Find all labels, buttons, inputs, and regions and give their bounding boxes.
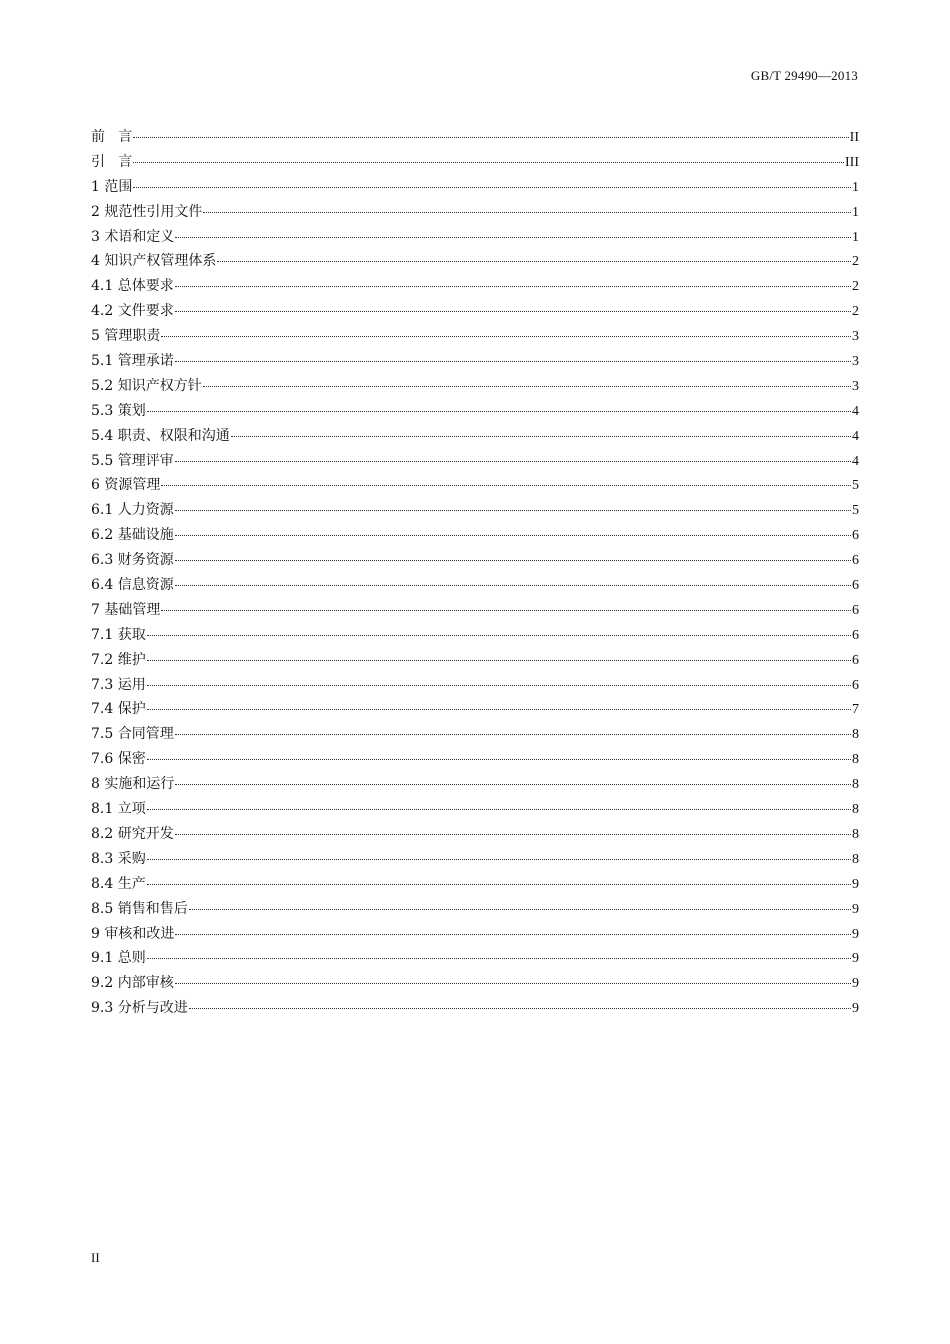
toc-entry-page: 6	[852, 652, 859, 668]
toc-entry[interactable]	[91, 525, 859, 550]
toc-entry[interactable]	[91, 326, 859, 351]
toc-entry-label: 6.3 财务资源	[91, 552, 174, 569]
toc-dot-leader	[175, 983, 851, 984]
toc-entry-page: 2	[852, 279, 859, 295]
toc-entry-label: 5.2 知识产权方针	[91, 377, 202, 394]
toc-entry-label: 7.2 维护	[91, 651, 146, 668]
toc-dot-leader	[175, 934, 851, 935]
toc-entry-page: 3	[852, 329, 859, 345]
toc-entry[interactable]	[91, 177, 859, 202]
toc-entry-page: 9	[852, 876, 859, 892]
toc-entry-label: 7 基础管理	[91, 601, 161, 618]
toc-entry-page: 8	[852, 752, 859, 768]
toc-entry[interactable]	[91, 724, 859, 749]
toc-entry[interactable]	[91, 749, 859, 774]
toc-dot-leader	[203, 212, 851, 213]
toc-entry-page: 2	[852, 254, 859, 270]
toc-entry[interactable]	[91, 874, 859, 899]
toc-entry-label: 5.3 策划	[91, 402, 146, 419]
toc-entry[interactable]	[91, 376, 859, 401]
toc-entry-label: 4 知识产权管理体系	[91, 253, 217, 270]
toc-dot-leader	[133, 137, 848, 138]
toc-entry-page: 1	[852, 179, 859, 195]
toc-entry-page: 4	[852, 403, 859, 419]
toc-entry-label: 5.5 管理评审	[91, 452, 174, 469]
toc-entry[interactable]	[91, 451, 859, 476]
toc-dot-leader	[175, 237, 851, 238]
toc-entry-page: 6	[852, 528, 859, 544]
toc-dot-leader	[161, 610, 851, 611]
toc-entry-page: 1	[852, 229, 859, 245]
toc-entry[interactable]	[91, 550, 859, 575]
toc-dot-leader	[147, 685, 851, 686]
toc-dot-leader	[175, 834, 851, 835]
toc-dot-leader	[147, 859, 851, 860]
toc-entry[interactable]	[91, 948, 859, 973]
toc-entry[interactable]	[91, 202, 859, 227]
toc-entry[interactable]	[91, 774, 859, 799]
toc-dot-leader	[175, 784, 851, 785]
toc-dot-leader	[147, 660, 851, 661]
toc-entry-page: 6	[852, 553, 859, 569]
toc-dot-leader	[133, 187, 851, 188]
toc-entry-page: III	[845, 154, 859, 170]
toc-entry[interactable]	[91, 251, 859, 276]
toc-entry[interactable]	[91, 127, 859, 152]
toc-entry-label: 9.1 总则	[91, 950, 146, 967]
toc-entry-page: 6	[852, 677, 859, 693]
toc-entry-label: 引言	[91, 153, 146, 170]
toc-dot-leader	[175, 535, 851, 536]
toc-entry-label: 9 审核和改进	[91, 925, 175, 942]
toc-entry-page: 9	[852, 951, 859, 967]
toc-dot-leader	[175, 461, 851, 462]
toc-entry-label: 6.2 基础设施	[91, 527, 174, 544]
toc-entry-label: 7.1 获取	[91, 626, 146, 643]
toc-entry-page: 6	[852, 627, 859, 643]
toc-entry-label: 8.4 生产	[91, 875, 146, 892]
toc-entry-label: 7.3 运用	[91, 676, 146, 693]
toc-entry-label: 3 术语和定义	[91, 228, 175, 245]
toc-entry-label: 8 实施和运行	[91, 776, 175, 793]
toc-entry-label: 7.4 保护	[91, 701, 146, 718]
toc-entry-page: 7	[852, 702, 859, 718]
toc-entry-page: 6	[852, 578, 859, 594]
toc-entry[interactable]	[91, 799, 859, 824]
toc-dot-leader	[175, 585, 851, 586]
toc-entry[interactable]	[91, 824, 859, 849]
toc-dot-leader	[147, 709, 851, 710]
toc-entry[interactable]	[91, 600, 859, 625]
toc-dot-leader	[147, 958, 851, 959]
toc-entry[interactable]	[91, 924, 859, 949]
toc-entry-page: II	[849, 130, 859, 145]
toc-entry-label: 4.1 总体要求	[91, 278, 174, 295]
toc-entry[interactable]	[91, 650, 859, 675]
toc-dot-leader	[147, 884, 851, 885]
toc-dot-leader	[189, 1008, 851, 1009]
toc-entry-label: 8.2 研究开发	[91, 825, 174, 842]
toc-dot-leader	[231, 436, 851, 437]
toc-entry-label: 2 规范性引用文件	[91, 203, 203, 220]
toc-entry-label: 8.1 立项	[91, 801, 146, 818]
toc-entry-page: 8	[852, 826, 859, 842]
toc-entry-label: 4.2 文件要求	[91, 303, 174, 320]
toc-dot-leader	[189, 909, 851, 910]
toc-entry-page: 8	[852, 851, 859, 867]
toc-entry-page: 9	[852, 901, 859, 917]
toc-entry-page: 8	[852, 777, 859, 793]
toc-entry-label: 6.4 信息资源	[91, 577, 174, 594]
toc-entry[interactable]	[91, 699, 859, 724]
toc-entry-page: 3	[852, 354, 859, 370]
toc-entry[interactable]	[91, 973, 859, 998]
toc-entry-page: 4	[852, 428, 859, 444]
toc-entry-page: 1	[852, 204, 859, 220]
toc-entry[interactable]	[91, 301, 859, 326]
toc-dot-leader	[217, 261, 851, 262]
toc-entry-label: 7.6 保密	[91, 751, 146, 768]
toc-entry[interactable]	[91, 998, 859, 1023]
toc-dot-leader	[147, 809, 851, 810]
toc-entry[interactable]	[91, 475, 859, 500]
toc-entry-label: 5 管理职责	[91, 328, 161, 345]
toc-entry-label: 8.5 销售和售后	[91, 900, 188, 917]
toc-dot-leader	[175, 560, 851, 561]
toc-entry-page: 3	[852, 378, 859, 394]
toc-entry-page: 9	[852, 1001, 859, 1017]
toc-entry-label: 9.2 内部审核	[91, 975, 174, 992]
toc-entry-label: 6 资源管理	[91, 477, 161, 494]
toc-entry[interactable]	[91, 401, 859, 426]
toc-entry-page: 5	[852, 478, 859, 494]
toc-dot-leader	[175, 361, 851, 362]
toc-dot-leader	[147, 411, 851, 412]
toc-entry-label: 7.5 合同管理	[91, 726, 174, 743]
toc-entry[interactable]	[91, 500, 859, 525]
toc-dot-leader	[175, 734, 851, 735]
toc-entry-page: 8	[852, 727, 859, 743]
toc-dot-leader	[147, 635, 851, 636]
toc-dot-leader	[161, 336, 851, 337]
toc-entry-label: 8.3 采购	[91, 850, 146, 867]
toc-entry-page: 9	[852, 976, 859, 992]
toc-dot-leader	[161, 485, 851, 486]
toc-entry[interactable]	[91, 426, 859, 451]
toc-entry-page: 8	[852, 802, 859, 818]
toc-dot-leader	[133, 162, 844, 163]
toc-entry[interactable]	[91, 849, 859, 874]
toc-entry[interactable]	[91, 675, 859, 700]
toc-entry[interactable]	[91, 152, 859, 177]
toc-entry[interactable]	[91, 575, 859, 600]
toc-dot-leader	[175, 286, 851, 287]
toc-entry[interactable]	[91, 227, 859, 252]
toc-entry-label: 前言	[91, 129, 146, 145]
toc-dot-leader	[147, 759, 851, 760]
toc-entry[interactable]	[91, 276, 859, 301]
table-of-contents	[91, 127, 859, 1023]
toc-dot-leader	[175, 311, 851, 312]
footer-page-number: II	[91, 1250, 100, 1265]
toc-entry-label: 5.1 管理承诺	[91, 353, 174, 370]
toc-dot-leader	[175, 510, 851, 511]
toc-dot-leader	[203, 386, 851, 387]
toc-entry-page: 4	[852, 453, 859, 469]
standard-code: GB/T 29490—2013	[750, 68, 858, 83]
toc-entry-label: 6.1 人力资源	[91, 502, 174, 519]
toc-entry[interactable]	[91, 625, 859, 650]
toc-entry-page: 5	[852, 503, 859, 519]
toc-entry[interactable]	[91, 899, 859, 924]
toc-entry-page: 2	[852, 304, 859, 320]
toc-entry[interactable]	[91, 351, 859, 376]
toc-entry-label: 5.4 职责、权限和沟通	[91, 427, 230, 444]
toc-entry-page: 6	[852, 602, 859, 618]
toc-entry-label: 1 范围	[91, 178, 133, 195]
toc-entry-label: 9.3 分析与改进	[91, 1000, 188, 1017]
toc-entry-page: 9	[852, 926, 859, 942]
